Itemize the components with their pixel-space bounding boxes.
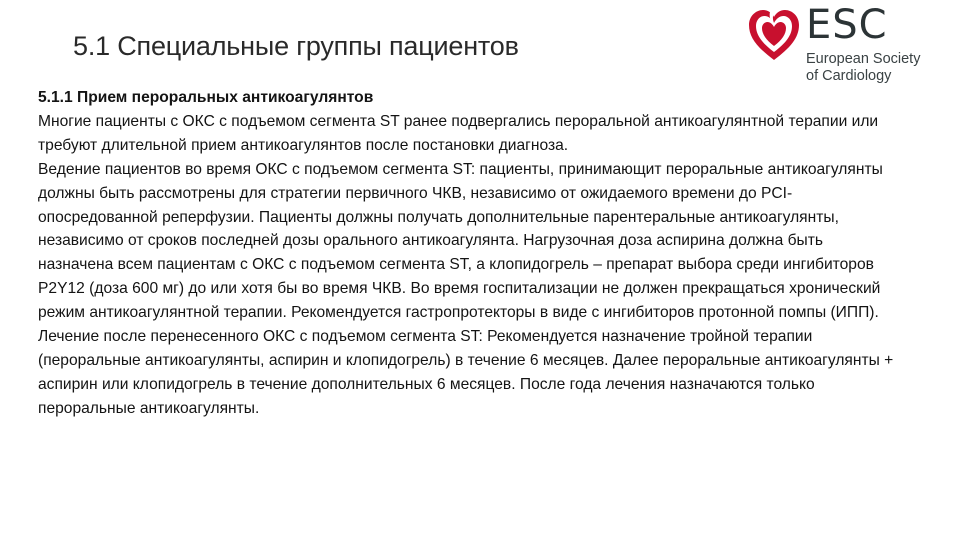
logo-acronym: ESC [806, 2, 888, 48]
paragraph-post-treatment: Лечение после перенесенного ОКС с подъемом сегмента ST: Рекомендуется назначение тройной терапии (пероральные антикоагулянты, аспирин и клопидогрель) в течение 6 месяцев. Далее пероральные антикоагулянты + аспирин или клопидогрель в течение дополнительных 6 месяцев. После года лечения назначаются только пероральные антикоагулянты. [38, 328, 894, 417]
logo-org-name-line1: European Society [806, 51, 921, 67]
heart-icon [748, 8, 800, 62]
section-subheading: 5.1.1 Прием пероральных антикоагулянтов [38, 89, 374, 106]
paragraph-intro: Многие пациенты с ОКС с подъемом сегмента ST ранее подвергались пероральной антикоагулянтной терапии или требуют длительной прием антикоагулянтов после постановки диагноза. [38, 112, 879, 154]
slide-body [38, 86, 898, 421]
paragraph-management: Ведение пациентов во время ОКС с подъемом сегмента ST: пациенты, принимающит пероральные антикоагулянты должны быть рассмотрены для стратегии первичного ЧКВ, независимо от ожидаемого времени до PCI-опосредованной реперфузии. Пациенты должны получать дополнительные парентеральные антикоагулянты, независимо от сроков последней дозы орального антикоагулянта. Нагрузочная доза аспирина должна быть назначена всем пациентам с ОКС с подъемом сегмента ST, а клопидогрель – препарат выбора среди ингибиторов P2Y12 (доза 600 мг) до или хотя бы во время ЧКВ. Во время госпитализации не должен прекращаться хронический режим антикоагулянтной терапии. Рекомендуется гастропротекторы в виде с ингибиторов протонной помпы (ИПП). [38, 160, 883, 322]
logo-org-name-line2: of Cardiology [806, 68, 892, 84]
slide-title: 5.1 Специальные группы пациентов [73, 31, 519, 61]
esc-logo [748, 2, 953, 84]
